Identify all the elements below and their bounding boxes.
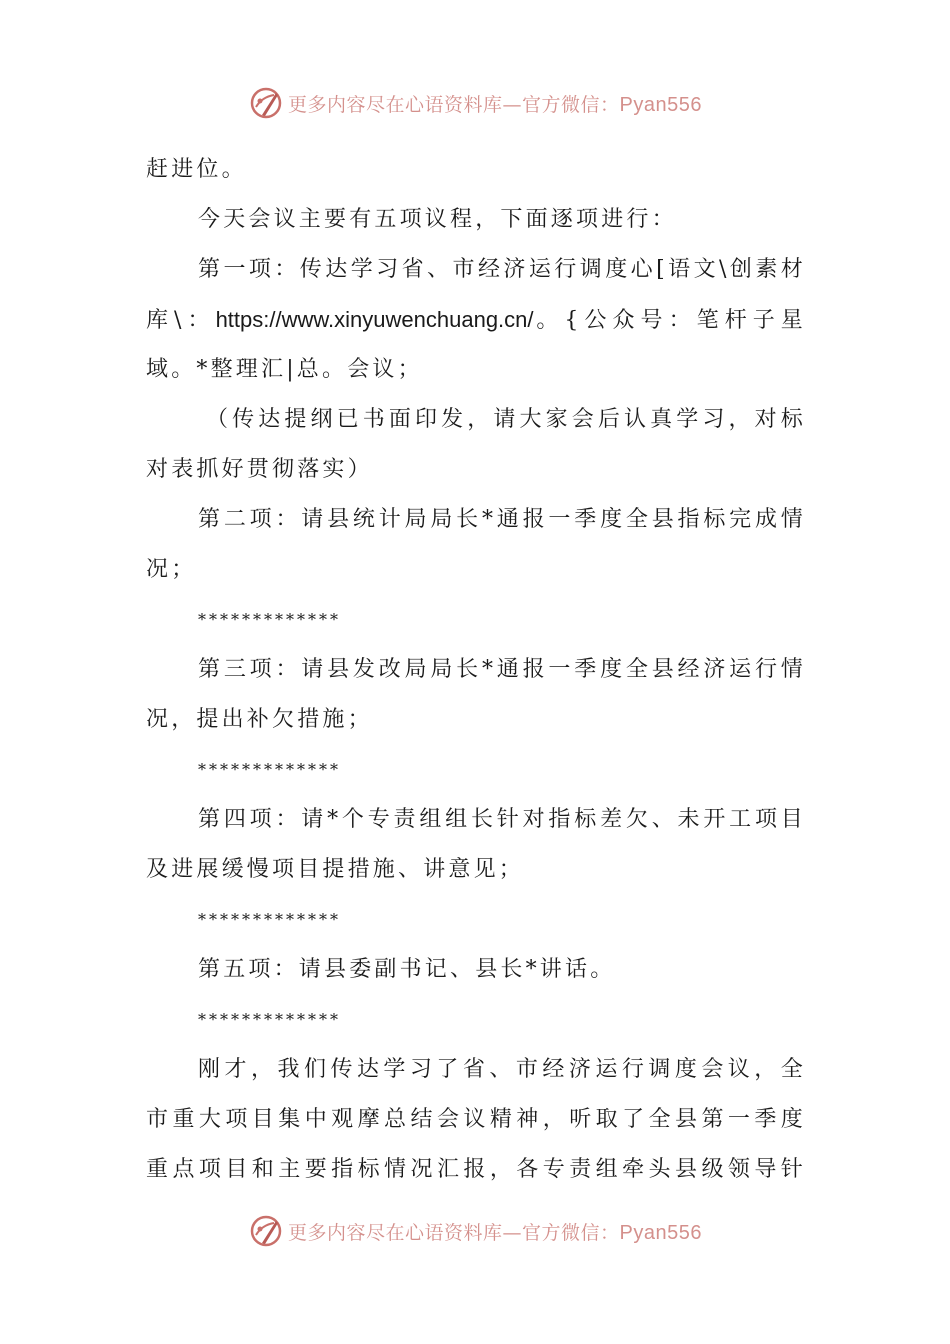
text-line: 及进展缓慢项目提措施、讲意见； [146, 857, 525, 882]
watermark-wechat-id: Pyan556 [619, 1221, 702, 1244]
watermark-wechat-id: Pyan556 [619, 93, 702, 116]
separator-stars: ************* [198, 1010, 341, 1029]
text-line: 第四项：请*个专责组组长针对指标差欠、未开工项目 [198, 807, 806, 832]
text-line: 况，提出补欠措施； [146, 707, 373, 732]
text-line: 重点项目和主要指标情况汇报，各专责组牵头县级领导针 [146, 1157, 806, 1182]
text-line: 今天会议主要有五项议程，下面逐项进行： [198, 207, 677, 232]
separator-stars: ************* [198, 610, 341, 629]
separator-stars: ************* [198, 910, 341, 929]
separator-stars: ************* [198, 760, 341, 779]
text-line: 对表抓好贯彻落实） [146, 457, 373, 482]
text-line: 第二项：请县统计局局长*通报一季度全县指标完成情 [198, 507, 806, 532]
text-line: 况； [146, 557, 197, 582]
text-line: 第一项：传达学习省、市经济运行调度心[语文\创素材 [198, 257, 806, 282]
text-line: 赶进位。 [146, 157, 247, 182]
url-text: https://www.xinyuwenchuang.cn/ [215, 307, 534, 332]
document-body [146, 145, 806, 1195]
watermark-text: 更多内容尽在心语资料库—官方微信：Pyan556 [288, 93, 702, 116]
text-line: 市重大项目集中观摩总结会议精神，听取了全县第一季度 [146, 1107, 806, 1132]
text-line: 库\：https://www.xinyuwenchuang.cn/。{公众号：笔杆子星 [146, 307, 806, 333]
text-line: 刚才，我们传达学习了省、市经济运行调度会议，全 [198, 1057, 806, 1082]
header-watermark [0, 83, 950, 123]
footer-watermark [0, 1211, 950, 1251]
text-line: 第五项：请县委副书记、县长*讲话。 [198, 957, 616, 982]
text-line: 域。*整理汇|总。会议； [146, 357, 423, 382]
text-line: （传达提纲已书面印发，请大家会后认真学习，对标 [206, 407, 806, 432]
watermark-text: 更多内容尽在心语资料库—官方微信：Pyan556 [288, 1221, 702, 1244]
pen-logo-icon [248, 85, 284, 121]
pen-logo-icon [248, 1213, 284, 1249]
text-line: 第三项：请县发改局局长*通报一季度全县经济运行情 [198, 657, 806, 682]
